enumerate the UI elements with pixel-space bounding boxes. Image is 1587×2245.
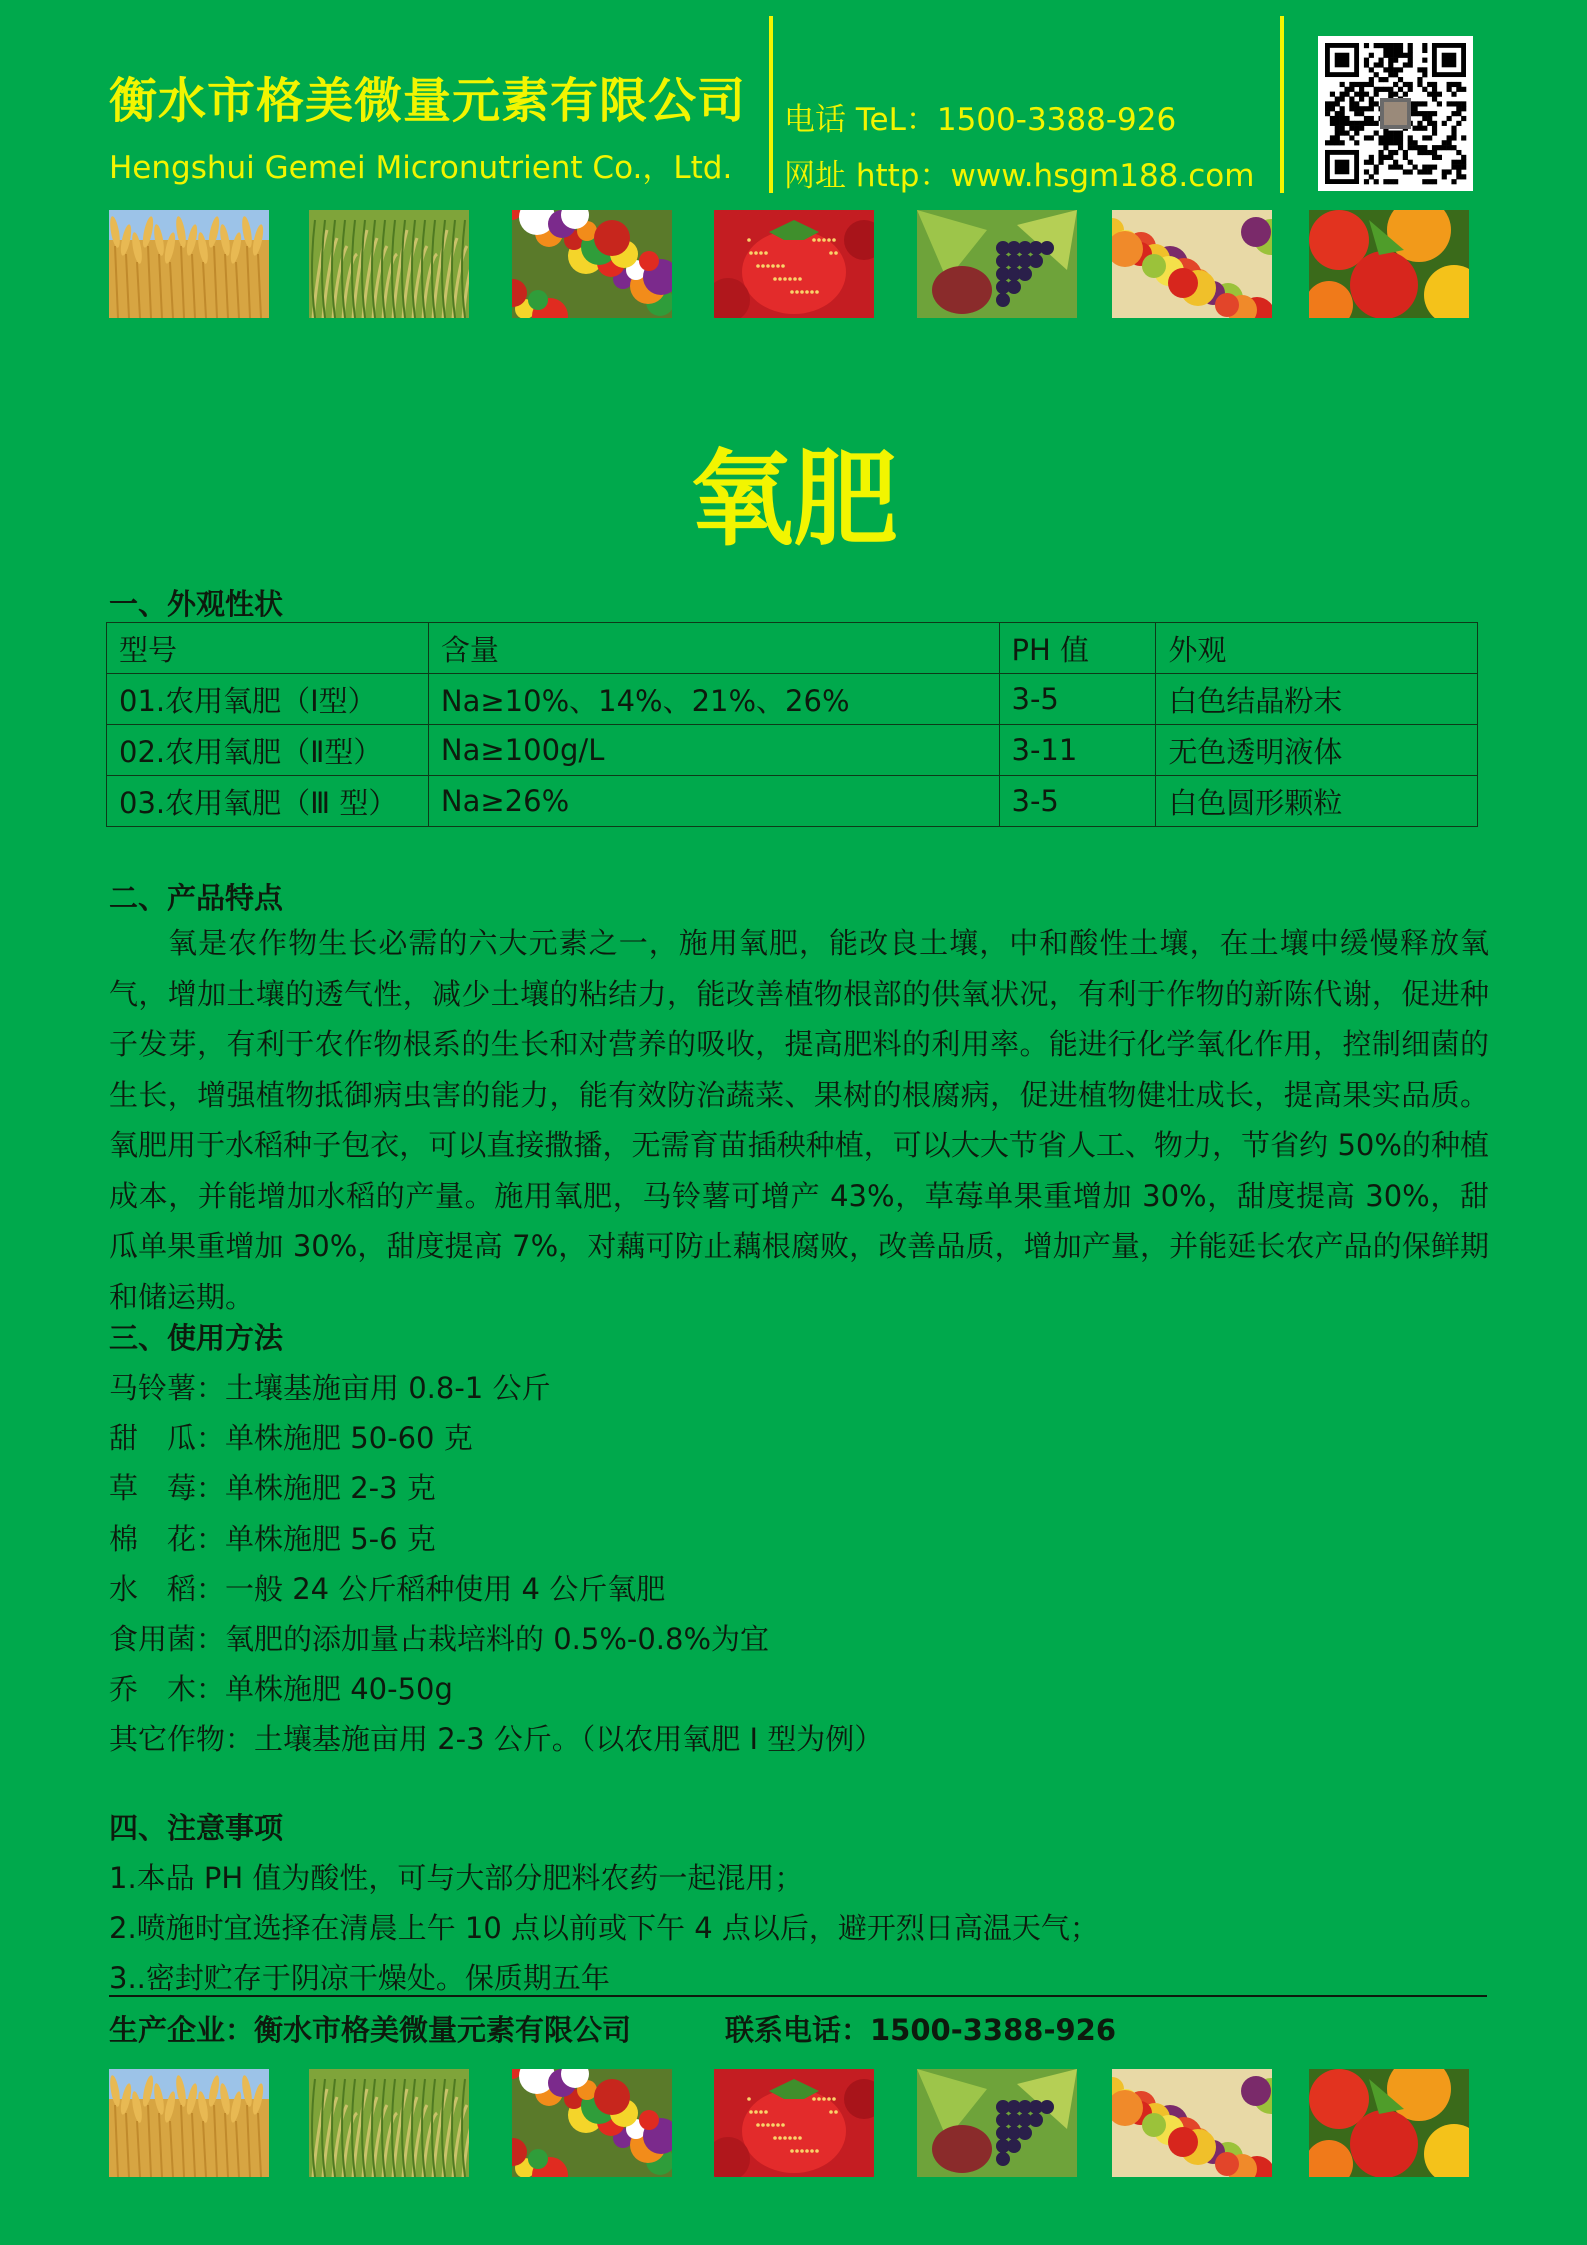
photo-strip-bottom <box>109 2069 1474 2177</box>
photo-wheat <box>109 210 269 318</box>
table-row <box>107 776 1478 827</box>
table-cell: 03.农用氧肥（Ⅲ 型） <box>107 776 429 827</box>
note-line: 2.喷施时宜选择在清晨上午 10 点以前或下午 4 点以后，避开烈日高温天气； <box>109 1911 1099 1945</box>
page-title: 氧肥 <box>689 438 898 560</box>
photo-strip-top <box>109 210 1474 318</box>
phone-number: 电话 TeL：1500-3388-926 <box>784 102 1177 138</box>
features-paragraph <box>109 918 1489 1322</box>
company-name-en: Hengshui Gemei Micronutrient Co.，Ltd. <box>109 150 733 186</box>
photo-fruit-basket <box>1112 2069 1272 2177</box>
usage-line: 水 稻：一般 24 公斤稻种使用 4 公斤氧肥 <box>109 1572 666 1606</box>
table-header-cell: 型号 <box>107 623 429 674</box>
website-url[interactable]: 网址 http：www.hsgm188.com <box>784 158 1255 194</box>
table-cell: 01.农用氧肥（Ⅰ型） <box>107 674 429 725</box>
spec-table <box>106 622 1478 827</box>
photo-grapes <box>917 210 1077 318</box>
footer-contact: 联系电话：1500-3388-926 <box>725 2013 1117 2047</box>
photo-wheat <box>109 2069 269 2177</box>
table-header-row <box>107 623 1478 674</box>
usage-line: 甜 瓜：单株施肥 50-60 克 <box>109 1421 473 1455</box>
usage-line: 乔 木：单株施肥 40-50g <box>109 1672 453 1706</box>
table-cell: Na≥26% <box>428 776 999 827</box>
photo-fruit-basket <box>1112 210 1272 318</box>
usage-line: 马铃薯：土壤基施亩用 0.8-1 公斤 <box>109 1371 551 1405</box>
photo-rice <box>309 210 469 318</box>
usage-line: 棉 花：单株施肥 5-6 克 <box>109 1522 436 1556</box>
photo-vegetables <box>512 210 672 318</box>
photo-strawberry <box>714 210 874 318</box>
features-text: 氧是农作物生长必需的六大元素之一，施用氧肥，能改良土壤，中和酸性土壤，在土壤中缓慢释放氧气，增加土壤的透气性，减少土壤的粘结力，能改善植物根部的供氧状况，有利于作物的新陈代谢，促进种子发芽，有利于农作物根系的生长和对营养的吸收，提高肥料的利用率。能进行化学氧化作用，控制细菌的生长，增强植物抵御病虫害的能力，能有效防治蔬菜、果树的根腐病，促进植物健壮成长，提高果实品质。氧肥用于水稻种子包衣，可以直接撒播，无需育苗插秧种植，可以大大节省人工、物力，节省约 50%的种植成本，并能增加水稻的产量。施用氧肥，马铃薯可增产 43%，草莓单果重增加 30%，甜度提高 30%，甜瓜单果重增加 30%，甜度提高 7%，对藕可防止藕根腐败，改善品质，增加产量，并能延长农产品的保鲜期和储运期。 <box>109 926 1489 1314</box>
header-divider-right <box>1280 16 1284 193</box>
table-row <box>107 725 1478 776</box>
usage-line: 食用菌：氧肥的添加量占栽培料的 0.5%-0.8%为宜 <box>109 1622 770 1656</box>
table-cell: 02.农用氧肥（Ⅱ型） <box>107 725 429 776</box>
usage-line: 其它作物：土壤基施亩用 2-3 公斤。（以农用氧肥 I 型为例） <box>109 1722 884 1756</box>
photo-strawberry <box>714 2069 874 2177</box>
section-heading-notes: 四、注意事项 <box>109 1811 284 1845</box>
table-header-cell: 含量 <box>428 623 999 674</box>
header-divider-left <box>769 16 773 193</box>
table-cell: 白色结晶粉末 <box>1156 674 1478 725</box>
table-header-cell: 外观 <box>1156 623 1478 674</box>
usage-line: 草 莓：单株施肥 2-3 克 <box>109 1471 436 1505</box>
table-cell: 白色圆形颗粒 <box>1156 776 1478 827</box>
section-heading-usage: 三、使用方法 <box>109 1321 284 1355</box>
company-name-cn: 衡水市格美微量元素有限公司 <box>109 73 747 129</box>
photo-mixed-fruit <box>1309 2069 1469 2177</box>
table-header-cell: PH 值 <box>999 623 1156 674</box>
table-cell: Na≥100g/L <box>428 725 999 776</box>
note-line: 3..密封贮存于阴凉干燥处。保质期五年 <box>109 1961 610 1995</box>
table-cell: 3-11 <box>999 725 1156 776</box>
footer-producer: 生产企业：衡水市格美微量元素有限公司 <box>109 2013 632 2047</box>
photo-grapes <box>917 2069 1077 2177</box>
footer-divider <box>109 1995 1487 1997</box>
qr-code <box>1318 36 1473 191</box>
photo-mixed-fruit <box>1309 210 1469 318</box>
note-line: 1.本品 PH 值为酸性，可与大部分肥料农药一起混用； <box>109 1861 804 1895</box>
table-cell: Na≥10%、14%、21%、26% <box>428 674 999 725</box>
photo-vegetables <box>512 2069 672 2177</box>
table-cell: 3-5 <box>999 674 1156 725</box>
table-row <box>107 674 1478 725</box>
table-cell: 无色透明液体 <box>1156 725 1478 776</box>
photo-rice <box>309 2069 469 2177</box>
table-cell: 3-5 <box>999 776 1156 827</box>
section-heading-features: 二、产品特点 <box>109 881 284 915</box>
section-heading-appearance: 一、外观性状 <box>109 587 284 621</box>
